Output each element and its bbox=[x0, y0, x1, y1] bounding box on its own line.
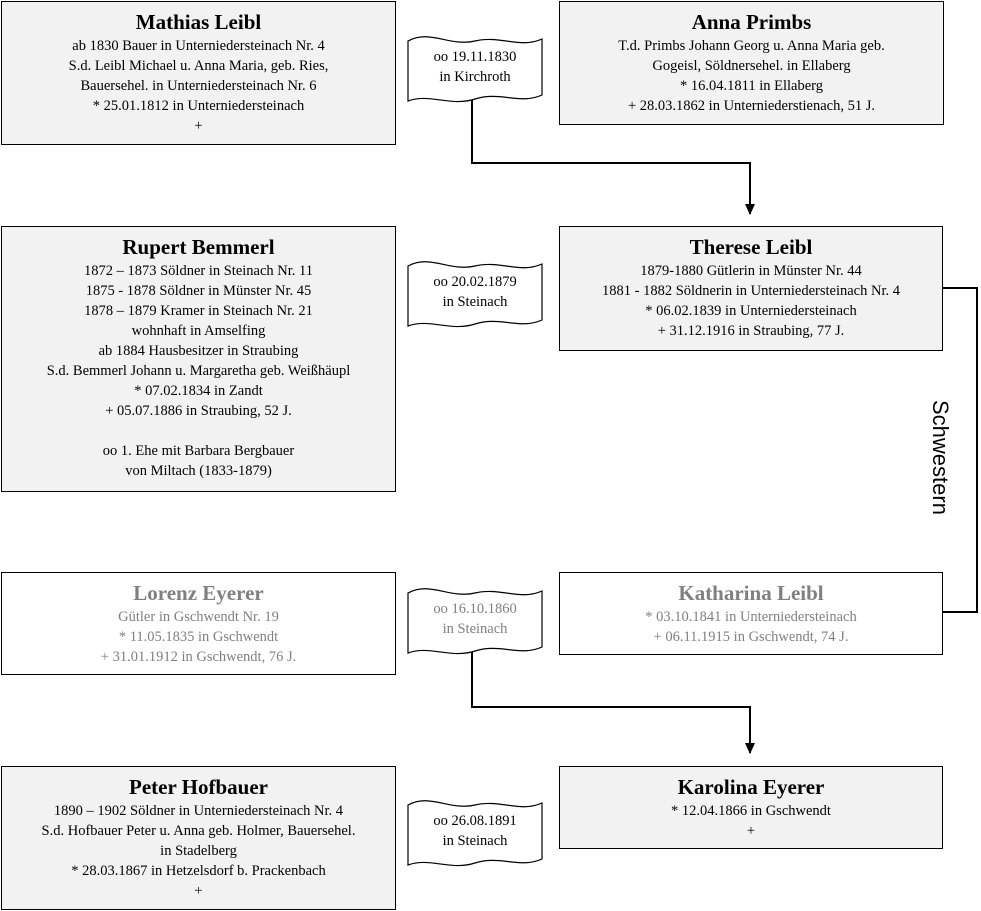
person-name: Katharina Leibl bbox=[678, 581, 824, 605]
person-name: Rupert Bemmerl bbox=[122, 235, 275, 259]
marriage-place: in Kirchroth bbox=[439, 69, 511, 85]
person-detail: Bauersehel. in Unterniedersteinach Nr. 6 bbox=[80, 78, 317, 94]
marriage-date: oo 19.11.1830 bbox=[433, 49, 517, 65]
person-detail: * 12.04.1866 in Gschwendt bbox=[671, 803, 831, 819]
marriage-scroll-2 bbox=[405, 258, 545, 338]
person-detail: + 31.01.1912 in Gschwendt, 76 J. bbox=[100, 649, 297, 665]
person-detail: T.d. Primbs Johann Georg u. Anna Maria geb. bbox=[618, 38, 885, 54]
person-detail: 1875 - 1878 Söldner in Münster Nr. 45 bbox=[85, 283, 312, 299]
person-detail: * 07.02.1834 in Zandt bbox=[134, 383, 263, 399]
person-detail: in Stadelberg bbox=[160, 843, 237, 859]
person-box-katharina-leibl bbox=[559, 572, 943, 655]
marriage-scroll-3 bbox=[405, 585, 545, 665]
person-detail: ab 1830 Bauer in Unterniedersteinach Nr. 4 bbox=[72, 38, 325, 54]
person-detail: * 28.03.1867 in Hetzelsdorf b. Prackenbach bbox=[71, 863, 326, 879]
person-detail: + 05.07.1886 in Straubing, 52 J. bbox=[105, 403, 292, 419]
marriage-place: in Steinach bbox=[442, 294, 508, 310]
marriage-place: in Steinach bbox=[442, 833, 508, 849]
person-detail: wohnhaft in Amselfing bbox=[131, 323, 266, 339]
person-detail: 1881 - 1882 Söldnerin in Unterniedersteinach Nr. 4 bbox=[602, 283, 900, 299]
person-box-peter-hofbauer bbox=[1, 766, 396, 910]
person-detail: S.d. Hofbauer Peter u. Anna geb. Holmer, Bauersehel. bbox=[41, 823, 356, 839]
person-name: Lorenz Eyerer bbox=[133, 581, 264, 605]
person-detail: 1879-1880 Gütlerin in Münster Nr. 44 bbox=[640, 263, 862, 279]
person-name: Karolina Eyerer bbox=[677, 775, 825, 799]
marriage-scroll-4 bbox=[405, 797, 545, 877]
person-detail: S.d. Leibl Michael u. Anna Maria, geb. Ries, bbox=[68, 58, 329, 74]
person-detail: 1872 – 1873 Söldner in Steinach Nr. 11 bbox=[83, 263, 314, 279]
marriage-date: oo 26.08.1891 bbox=[433, 813, 517, 829]
person-detail: + 28.03.1862 in Unterniederstienach, 51 J. bbox=[628, 98, 875, 114]
person-box-mathias-leibl bbox=[1, 1, 396, 145]
person-detail: * 25.01.1812 in Unterniedersteinach bbox=[92, 98, 305, 114]
person-detail: + 31.12.1916 in Straubing, 77 J. bbox=[657, 323, 845, 339]
person-detail: + 06.11.1915 in Gschwendt, 74 J. bbox=[653, 629, 849, 645]
marriage-scroll-1 bbox=[405, 33, 545, 113]
person-detail: * 16.04.1811 in Ellaberg bbox=[680, 78, 823, 94]
person-detail: Gogeisl, Söldnersehel. in Ellaberg bbox=[652, 58, 851, 74]
person-box-anna-primbs bbox=[559, 1, 944, 125]
person-name: Peter Hofbauer bbox=[129, 775, 268, 799]
person-detail: 1878 – 1879 Kramer in Steinach Nr. 21 bbox=[84, 303, 313, 319]
person-box-rupert-bemmerl bbox=[1, 226, 396, 492]
person-detail: * 06.02.1839 in Unterniedersteinach bbox=[645, 303, 857, 319]
person-detail: 1890 – 1902 Söldner in Unterniedersteinach Nr. 4 bbox=[53, 803, 344, 819]
person-note: oo 1. Ehe mit Barbara Bergbauer bbox=[102, 443, 295, 459]
marriage-date: oo 20.02.1879 bbox=[433, 274, 517, 290]
spacer bbox=[2, 421, 395, 441]
person-detail: Gütler in Gschwendt Nr. 19 bbox=[118, 609, 279, 625]
person-detail: S.d. Bemmerl Johann u. Margaretha geb. Weißhäupl bbox=[46, 363, 351, 379]
person-name: Anna Primbs bbox=[691, 10, 812, 34]
marriage-date: oo 16.10.1860 bbox=[433, 601, 517, 617]
person-box-therese-leibl bbox=[559, 226, 943, 351]
person-name: Mathias Leibl bbox=[135, 10, 262, 34]
person-box-lorenz-eyerer bbox=[1, 572, 396, 675]
person-detail: * 11.05.1835 in Gschwendt bbox=[118, 629, 279, 645]
person-note: von Miltach (1833-1879) bbox=[125, 463, 272, 479]
marriage-place: in Steinach bbox=[442, 621, 508, 637]
person-detail: ab 1884 Hausbesitzer in Straubing bbox=[98, 343, 299, 359]
person-box-karolina-eyerer bbox=[559, 766, 943, 849]
person-detail: * 03.10.1841 in Unterniedersteinach bbox=[645, 609, 857, 625]
descent-arrow-karolina bbox=[472, 650, 750, 753]
person-detail: + bbox=[194, 118, 203, 134]
person-name: Therese Leibl bbox=[689, 235, 813, 259]
person-detail: + bbox=[746, 823, 756, 839]
sisters-label: Schwestern bbox=[928, 400, 953, 515]
person-detail: + bbox=[194, 883, 203, 899]
